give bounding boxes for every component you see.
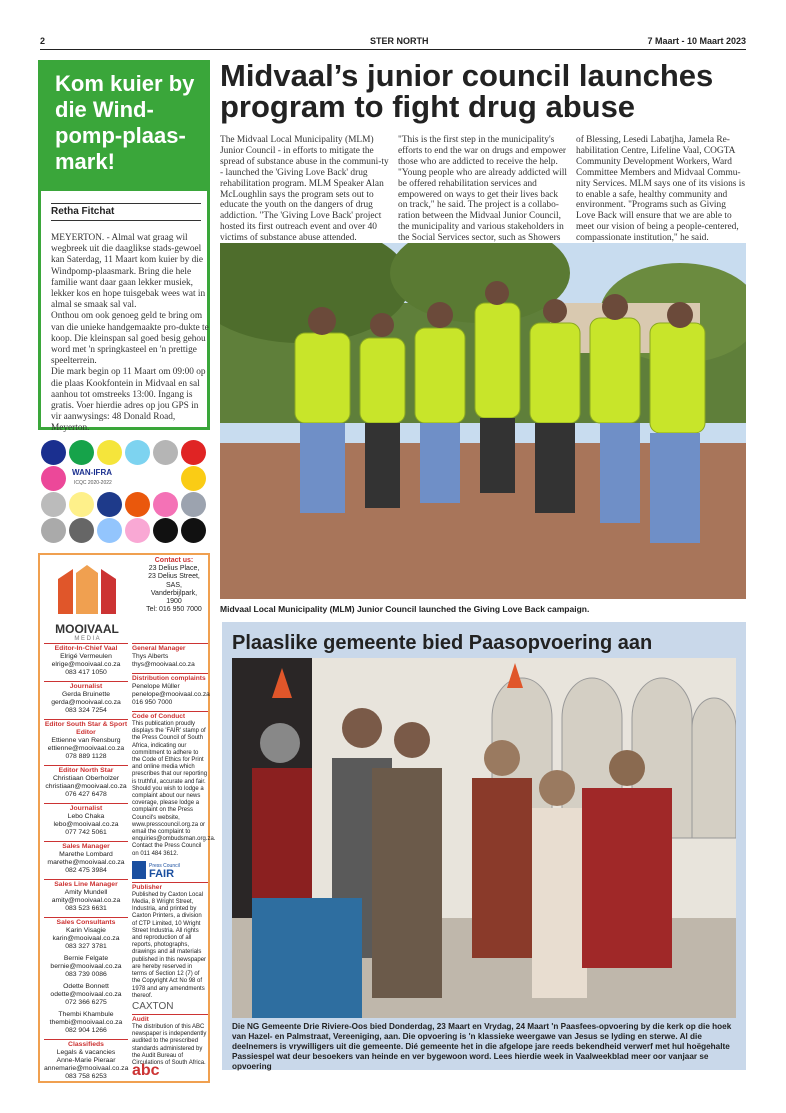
staff-tel: 083 327 3781 bbox=[65, 943, 107, 950]
staff-email: bernie@mooivaal.co.za bbox=[50, 963, 122, 970]
paper-name: STER NORTH bbox=[370, 36, 429, 46]
color-dot bbox=[181, 518, 206, 543]
gm-email: thys@mooivaal.co.za bbox=[132, 661, 195, 668]
staff-tel: 083 523 6631 bbox=[65, 905, 107, 912]
gm-title: General Manager bbox=[132, 643, 208, 653]
article-column-2: "This is the first step in the municipality's efforts to end the war on drugs and empower those who are addicted to receive the help. "Young people who are already addicted will be offered rehabilitation services and empowered on ways to get their lives back on track," he said. The project is a collabo-ration between the Midvaal Junior Council, the municipality and various stakeholders in the Social Services sector, such as Showers bbox=[398, 135, 567, 244]
staff-name: Odette Bonnett bbox=[63, 983, 109, 990]
staff-email: christiaan@mooivaal.co.za bbox=[45, 783, 127, 790]
color-dot bbox=[97, 518, 122, 543]
staff-name: Marethe Lombard bbox=[59, 851, 113, 858]
color-dot bbox=[69, 518, 94, 543]
staff-email: lebo@mooivaal.co.za bbox=[53, 821, 119, 828]
staff-entry bbox=[44, 1039, 128, 1081]
photo-image bbox=[220, 243, 746, 599]
fair-icon bbox=[132, 861, 146, 879]
staff-tel: 083 739 0086 bbox=[65, 971, 107, 978]
staff-email: thembi@mooivaal.co.za bbox=[49, 1019, 123, 1026]
contact-line: 23 Delius Place, bbox=[148, 565, 200, 573]
color-dot bbox=[97, 492, 122, 517]
staff-role: Classifieds bbox=[44, 1039, 128, 1049]
color-dot bbox=[41, 440, 66, 465]
color-dot bbox=[41, 492, 66, 517]
staff-role: Journalist bbox=[44, 681, 128, 691]
staff-tel: 082 475 3984 bbox=[65, 867, 107, 874]
staff-email: marethe@mooivaal.co.za bbox=[47, 859, 125, 866]
staff-entry bbox=[44, 719, 128, 761]
staff-name: Legals & vacancies bbox=[56, 1049, 116, 1056]
contact-line: SAS, bbox=[166, 581, 182, 589]
wan-sub: ICQC 2020-2022 bbox=[74, 480, 112, 486]
audit-text: The distribution of this ABC newspaper is independently audited to the prescribed standards administered by the Audit Bureau of Circulations of South Africa. bbox=[132, 1023, 207, 1066]
staff-role: Editor-In-Chief Vaal bbox=[44, 643, 128, 653]
staff-role: Sales Line Manager bbox=[44, 879, 128, 889]
staff-name: Amity Mundell bbox=[64, 889, 108, 896]
paas-title: Plaaslike gemeente bied Paasopvoering aan bbox=[232, 632, 653, 654]
code-text: This publication proudly displays the 'FAIR' stamp of the Press Council of South Africa, indicating our commitment to adhere to the Code of Ethics for Print and online media which prescribes that our reporting is truthful, accurate and fair. Should you wish to lodge a complaint about our news coverage, please lodge a complaint on the Press Council's website, www.presscouncil.org.za or email the complaint to enquiries@ombudsman.org.za. Contact the Press Council on 011 484 3612. bbox=[132, 721, 216, 857]
staff-email: elrige@mooivaal.co.za bbox=[51, 661, 121, 668]
contact-line: Vanderbijlpark, bbox=[150, 589, 198, 597]
kuier-body bbox=[51, 233, 209, 435]
staff-tel: 076 427 6478 bbox=[65, 791, 107, 798]
staff-entry bbox=[44, 803, 128, 837]
color-dot bbox=[153, 492, 178, 517]
mooivaal-logo-icon bbox=[48, 559, 126, 617]
color-dot bbox=[181, 466, 206, 491]
staff-entry bbox=[44, 879, 128, 913]
issue-date: 7 Maart - 10 Maart 2023 bbox=[647, 36, 746, 46]
color-dot bbox=[153, 440, 178, 465]
staff-list bbox=[44, 643, 128, 1085]
color-dot bbox=[69, 440, 94, 465]
photo-image bbox=[232, 658, 736, 1018]
masthead-info bbox=[132, 643, 216, 1080]
color-dot bbox=[125, 440, 150, 465]
article-column-3: of Blessing, Lesedi Labatjha, Jamela Re-habilitation Centre, Lifeline Vaal, COGTA Community Development Workers, Ward Committee Members and Midvaal Commu-nity Services. MLM says one of its visions is to enable a safe, healthy community and environment. "Programs such as Giving Love Back will ensure that we are able to meet our vision of being a people-centered, compassionate institution," he said. bbox=[576, 135, 746, 244]
color-dot bbox=[125, 518, 150, 543]
staff-tel: 077 742 5061 bbox=[65, 829, 107, 836]
staff-tel: 083 324 7254 bbox=[65, 707, 107, 714]
staff-role: Editor North Star bbox=[44, 765, 128, 775]
staff-email: ettienne@mooivaal.co.za bbox=[47, 745, 125, 752]
mooivaal-logo-sub: M E D I A bbox=[74, 636, 100, 642]
staff-name: Christiaan Oberholzer bbox=[52, 775, 120, 782]
article-column-1: The Midvaal Local Municipality (MLM) Junior Council - in efforts to mitigate the spread of substance abuse in the communi-ty - launched the 'Giving Love Back' drug rehabilitation program. MLM Speaker Alan McLoughlin says the program sets out to educate the youth on the dangers of drug addiction. "The 'Giving Love Back' project hosted its first outreach event and over 40 victims of substance abuse attended. bbox=[220, 135, 389, 244]
contact-line: 23 Delius Street, bbox=[148, 573, 200, 581]
color-dot bbox=[97, 440, 122, 465]
contact-block bbox=[140, 557, 208, 614]
color-dot bbox=[125, 492, 150, 517]
contact-line: 1900 bbox=[166, 598, 182, 606]
staff-email: Anne-Marie Pieraar bbox=[56, 1057, 116, 1064]
contact-line: Tel: 016 950 7000 bbox=[146, 606, 202, 614]
junior-council-photo bbox=[220, 243, 746, 599]
staff-tel: annemarie@mooivaal.co.za bbox=[44, 1065, 129, 1072]
color-dot bbox=[181, 440, 206, 465]
article-title: Midvaal’s junior council launches program to fight drug abuse bbox=[220, 58, 714, 124]
staff-role: Editor South Star & Sport Editor bbox=[44, 721, 128, 736]
staff-entry bbox=[44, 1011, 128, 1035]
staff-entry bbox=[44, 643, 128, 677]
masthead bbox=[38, 553, 216, 1083]
code-title: Code of Conduct bbox=[132, 711, 208, 721]
staff-name: 083 758 6253 bbox=[65, 1073, 107, 1080]
staff-role: Journalist bbox=[44, 803, 128, 813]
page-number: 2 bbox=[40, 36, 46, 46]
staff-entry bbox=[44, 765, 128, 799]
staff-name: Thembi Khambule bbox=[58, 1011, 114, 1018]
contact-title: Contact us: bbox=[154, 557, 194, 564]
staff-entry bbox=[44, 681, 128, 715]
dist-title: Distribution complaints bbox=[132, 673, 208, 683]
color-dot bbox=[41, 466, 66, 491]
kuier-article bbox=[38, 60, 210, 434]
staff-entry bbox=[44, 841, 128, 875]
mooivaal-logo-text: MOOIVAAL bbox=[55, 622, 119, 636]
staff-email: gerda@mooivaal.co.za bbox=[51, 699, 121, 706]
staff-tel: 078 889 1128 bbox=[65, 753, 107, 760]
caxton-logo: CAXTON bbox=[132, 1000, 174, 1012]
staff-role: Sales Manager bbox=[44, 841, 128, 851]
passion-play-photo bbox=[232, 658, 736, 1018]
kuier-byline: Retha Fitchat bbox=[51, 203, 201, 221]
page-header bbox=[40, 36, 746, 50]
staff-tel: 082 904 1266 bbox=[65, 1027, 107, 1034]
staff-name: Karin Visagie bbox=[66, 927, 106, 934]
staff-name: Gerda Bruinette bbox=[62, 691, 110, 698]
staff-name: Elrigé Vermeulen bbox=[60, 653, 112, 660]
fair-logo-text bbox=[149, 862, 180, 878]
staff-email: amity@mooivaal.co.za bbox=[51, 897, 121, 904]
staff-email: odette@mooivaal.co.za bbox=[50, 991, 122, 998]
gm-name: Thys Alberts bbox=[132, 653, 169, 660]
color-dot bbox=[69, 492, 94, 517]
audit-title: Audit bbox=[132, 1014, 208, 1024]
kuier-paragraph: Onthou om ook genoeg geld te bring om van die unieke handgemaakte pro-dukte te koop. Die kleinspan sal goed besig gehou word met 'n springkasteel en 'n prettige speelterrein. bbox=[51, 311, 209, 367]
paas-caption: Die NG Gemeente Drie Riviere-Oos bied Donderdag, 23 Maart en Vrydag, 24 Maart 'n Paasfees-opvoering by die kerk op die hoek van Hazel- en Palmstraat, Vereeniging, aan. Die opvoering is 'n klassieke weergawe van Jesus se lyding en sterwe. Al die deelnemers is vrywilligers uit die gemeente. Dié gemeente het in die afgelope jare reeds bekendheid verwerf met hul hoëgehalte Passiespel wat deur besoekers van heinde en ver bygewoon word. Lees hierdie week in Vaalweekblad meer oor vanjaar se opvoering bbox=[232, 1022, 732, 1071]
staff-name: Bernie Felgate bbox=[63, 955, 109, 962]
staff-name: Lebo Chaka bbox=[67, 813, 105, 820]
pub-text: Published by Caxton Local Media, 8 Wright Street, Industria, and printed by Caxton Printers, a division of CTP Limited, 10 Wright Street Industria. All rights and reproduction of all reports, photographs, drawings and all materials published in this newspaper are hereby reserved in terms of Section 12 (7) of the Copyright Act No 98 of 1978 and any amendments thereof. bbox=[132, 891, 207, 999]
kuier-paragraph: Die mark begin op 11 Maart om 09:00 op die plaas Kookfontein in Midvaal en sal aanhou tot omstreeks 13:00. Ingang is gratis. Voer hierdie adres op jou GPS in vir aanwysings: 48 Donald Road, Meyerton. bbox=[51, 367, 206, 434]
kuier-title: Kom kuier by die Wind-pomp-plaas-mark! bbox=[41, 63, 207, 191]
mooivaal-logo bbox=[48, 559, 126, 642]
color-dot bbox=[181, 492, 206, 517]
wan-logo: WAN-IFRA bbox=[72, 468, 112, 477]
staff-role: Sales Consultants bbox=[44, 917, 128, 927]
staff-tel: 083 417 1050 bbox=[65, 669, 107, 676]
color-dot bbox=[153, 518, 178, 543]
staff-entry bbox=[44, 955, 128, 979]
staff-tel: 072 366 6275 bbox=[65, 999, 107, 1006]
dist-tel: 016 950 7000 bbox=[132, 699, 173, 706]
color-dot bbox=[41, 518, 66, 543]
abc-logo: abc bbox=[132, 1062, 160, 1080]
photo-caption: Midvaal Local Municipality (MLM) Junior Council launched the Giving Love Back campaign. bbox=[220, 604, 590, 614]
staff-email: karin@mooivaal.co.za bbox=[52, 935, 120, 942]
kuier-paragraph: MEYERTON. - Almal wat graag wil wegbreek uit die daaglikse stads-gewoel kan Saterdag, 11 Maart kom kuier by die Windpomp-plaasmark. Bring die hele familie want daar gaan lekker musiek, lekker kos en hope tuisgebak wees wat in almal se smaak sal val. bbox=[51, 233, 206, 311]
staff-entry bbox=[44, 917, 128, 951]
fair-top: Press Council bbox=[149, 862, 180, 869]
staff-name: Ettienne van Rensburg bbox=[51, 737, 121, 744]
fair-text: FAIR bbox=[149, 867, 175, 880]
dist-email: penelope@mooivaal.co.za bbox=[132, 691, 210, 698]
dist-name: Penelope Müller bbox=[132, 683, 180, 690]
fair-logo bbox=[132, 861, 208, 879]
pub-title: Publisher bbox=[132, 882, 208, 892]
staff-entry bbox=[44, 983, 128, 1007]
